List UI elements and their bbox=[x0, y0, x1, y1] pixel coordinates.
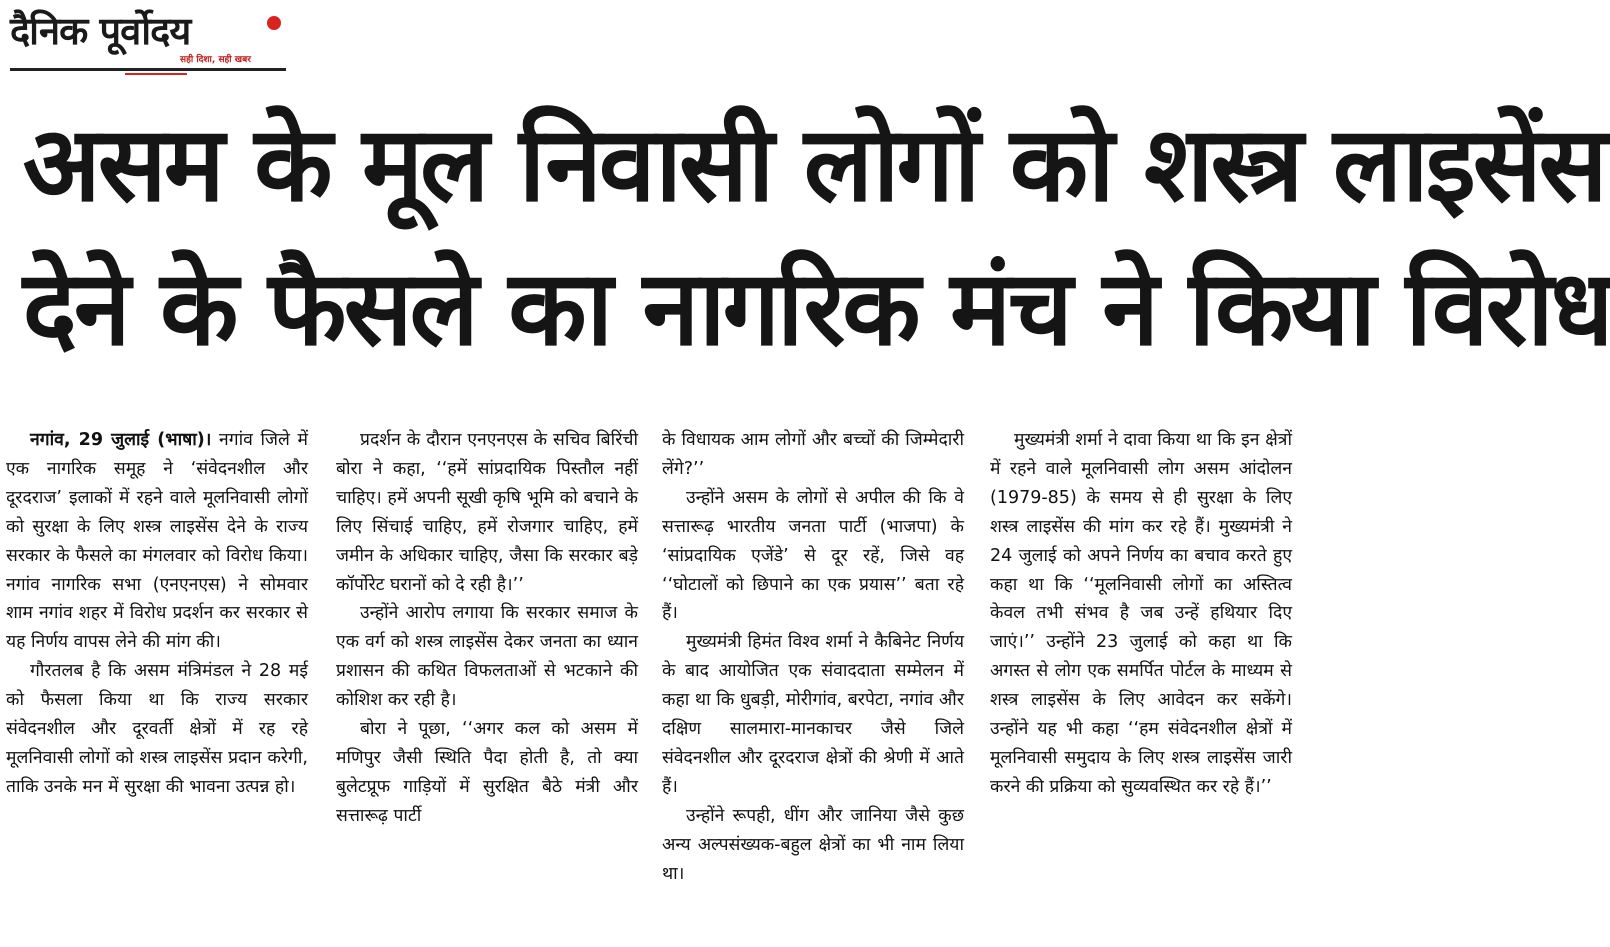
paragraph: के विधायक आम लोगों और बच्चों की जिम्मेदारी लेंगे?’’ bbox=[662, 430, 964, 479]
paragraph: गौरतलब है कि असम मंत्रिमंडल ने 28 मई को फैसला किया था कि राज्य सरकार संवेदनशील और दूरवर्ती क्षेत्रों में रह रहे मूलनिवासी लोगों को शस्त्र लाइसेंस प्रदान करेगी, ताकि उनके मन में सुरक्षा की भावना उत्पन्न हो। bbox=[6, 661, 308, 797]
paragraph: मुख्यमंत्री शर्मा ने दावा किया था कि इन क्षेत्रों में रहने वाले मूलनिवासी लोग असम आंदोलन (1979-85) के समय से ही सुरक्षा के लिए शस्त्र लाइसेंस की मांग कर रहे हैं। मुख्यमंत्री ने 24 जुलाई को अपने निर्णय का बचाव करते हुए कहा था कि ‘‘मूलनिवासी लोगों का अस्तित्व केवल तभी संभव है जब उन्हें हथियार दिए जाएं।’’ उन्होंने 23 जुलाई को कहा था कि अगस्त से लोग एक समर्पित पोर्टल के माध्यम से शस्त्र लाइसेंस के लिए आवेदन कर सकेंगे। उन्होंने यह भी कहा ‘‘हम संवेदनशील क्षेत्रों में मूलनिवासी समुदाय के लिए शस्त्र लाइसेंस जारी करने की प्रक्रिया को सुव्यवस्थित कर रहे हैं।’’ bbox=[990, 430, 1292, 797]
newspaper-logo: दैनिक पूर्वोदय bbox=[10, 9, 191, 53]
article-column-1 bbox=[6, 426, 308, 947]
headline-line-2: देने के फैसले का नागरिक मंच ने किया विरोध bbox=[22, 247, 1610, 369]
article-column-4 bbox=[990, 426, 1292, 947]
logo-dot-icon bbox=[267, 16, 281, 30]
masthead bbox=[10, 8, 286, 74]
headline-line-1: असम के मूल निवासी लोगों को शस्त्र लाइसेंस bbox=[22, 103, 1605, 225]
masthead-accent-line bbox=[125, 73, 187, 75]
article-column-2 bbox=[336, 426, 638, 947]
paragraph: प्रदर्शन के दौरान एनएनएस के सचिव बिरिंची बोरा ने कहा, ‘‘हमें सांप्रदायिक पिस्तौल नहीं चाहिए। हमें अपनी सूखी कृषि भूमि को बचाने के लिए सिंचाई चाहिए, हमें रोजगार चाहिए, हमें जमीन के अधिकार चाहिए, जैसा कि सरकार बड़े कॉर्पोरेट घरानों को दे रही है।’’ bbox=[336, 430, 638, 595]
lead-paragraph bbox=[6, 426, 308, 657]
paragraph: उन्होंने असम के लोगों से अपील की कि वे सत्तारूढ़ भारतीय जनता पार्टी (भाजपा) के ‘सांप्रदायिक एजेंडे’ से दूर रहें, जिसे वह ‘‘घोटालों को छिपाने का एक प्रयास’’ बता रहे हैं। bbox=[662, 487, 964, 624]
paragraph: उन्होंने रूपही, धींग और जानिया जैसे कुछ अन्य अल्पसंख्यक-बहुल क्षेत्रों का भी नाम लिया था। bbox=[662, 805, 964, 884]
paragraph: बोरा ने पूछा, ‘‘अगर कल को असम में मणिपुर जैसी स्थिति पैदा होती है, तो क्या बुलेटप्रूफ गाड़ियों में सुरक्षित बैठे मंत्री और सत्तारूढ़ पार्टी bbox=[336, 719, 638, 826]
paragraph: मुख्यमंत्री हिमंत विश्व शर्मा ने कैबिनेट निर्णय के बाद आयोजित एक संवाददाता सम्मेलन में कहा था कि धुबड़ी, मोरीगांव, बरपेटा, नगांव और दक्षिण सालमारा-मानकाचर जैसे जिले संवेदनशील और दूरदराज क्षेत्रों की श्रेणी में आते हैं। bbox=[662, 632, 965, 797]
article-column-3 bbox=[662, 426, 964, 947]
paragraph: उन्होंने आरोप लगाया कि सरकार समाज के एक वर्ग को शस्त्र लाइसेंस देकर जनता का ध्यान प्रशासन की कथित विफलताओं से भटकाने की कोशिश कर रही है। bbox=[336, 603, 638, 711]
tagline: सही दिशा, सही खबर bbox=[180, 55, 251, 65]
headline bbox=[10, 92, 1610, 380]
lead-text: नगांव जिले में एक नागरिक समूह ने ‘संवेदनशील और दूरदराज’ इलाकों में रहने वाले मूलनिवासी लोगों को सुरक्षा के लिए शस्त्र लाइसेंस देने के राज्य सरकार के फैसले का मंगलवार को विरोध किया। नगांव नागरिक सभा (एनएनएस) ने सोमवार शाम नगांव शहर में विरोध प्रदर्शन कर सरकार से यह निर्णय वापस लेने की मांग की। bbox=[6, 430, 308, 653]
masthead-rule bbox=[10, 68, 286, 71]
dateline: नगांव, 29 जुलाई (भाषा)। bbox=[30, 430, 212, 450]
